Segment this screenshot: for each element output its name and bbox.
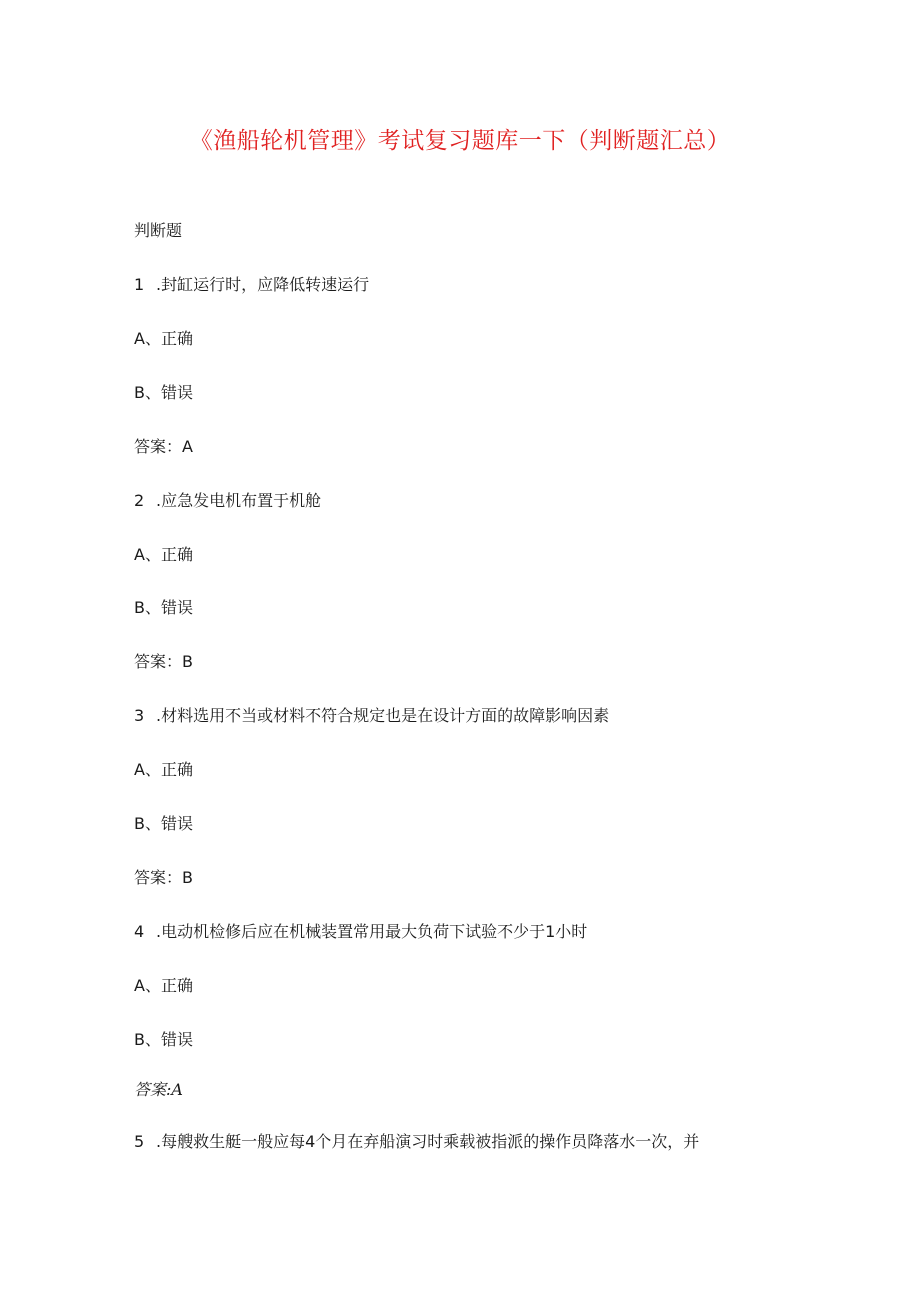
question-1-answer: 答案：A [134, 437, 193, 456]
question-4-option-b: B、错误 [134, 1030, 193, 1049]
question-5 [134, 1132, 699, 1152]
document-title: 《渔船轮机管理》考试复习题库一下（判断题汇总） [189, 128, 731, 154]
question-1-option-b: B、错误 [134, 383, 193, 402]
question-number: 2 [134, 491, 145, 510]
question-number: 1 [134, 275, 145, 294]
section-label: 判断题 [134, 221, 183, 240]
question-4 [134, 922, 587, 942]
question-3-option-a: A、正确 [134, 760, 193, 779]
question-text: .材料选用不当或材料不符合规定也是在设计方面的故障影响因素 [156, 706, 610, 725]
question-text: .电动机检修后应在机械装置常用最大负荷下试验不少于1小时 [156, 922, 588, 941]
question-1-option-a: A、正确 [134, 329, 193, 348]
question-4-option-a: A、正确 [134, 976, 193, 995]
question-2-option-b: B、错误 [134, 598, 193, 617]
question-3-answer: 答案：B [134, 868, 193, 887]
question-text: .应急发电机布置于机舱 [156, 491, 322, 510]
question-3 [134, 706, 609, 726]
question-number: 5 [134, 1132, 145, 1151]
question-text: .封缸运行时，应降低转速运行 [156, 275, 370, 294]
question-2-answer: 答案：B [134, 652, 193, 671]
question-3-option-b: B、错误 [134, 814, 193, 833]
question-2 [134, 491, 321, 511]
question-4-answer: 答案:A [134, 1080, 183, 1099]
question-number: 3 [134, 706, 145, 725]
question-text: .每艘救生艇一般应每4个月在弃船演习时乘载被指派的操作员降落水一次，并 [156, 1132, 700, 1151]
question-1 [134, 275, 369, 295]
question-number: 4 [134, 922, 145, 941]
question-2-option-a: A、正确 [134, 545, 193, 564]
